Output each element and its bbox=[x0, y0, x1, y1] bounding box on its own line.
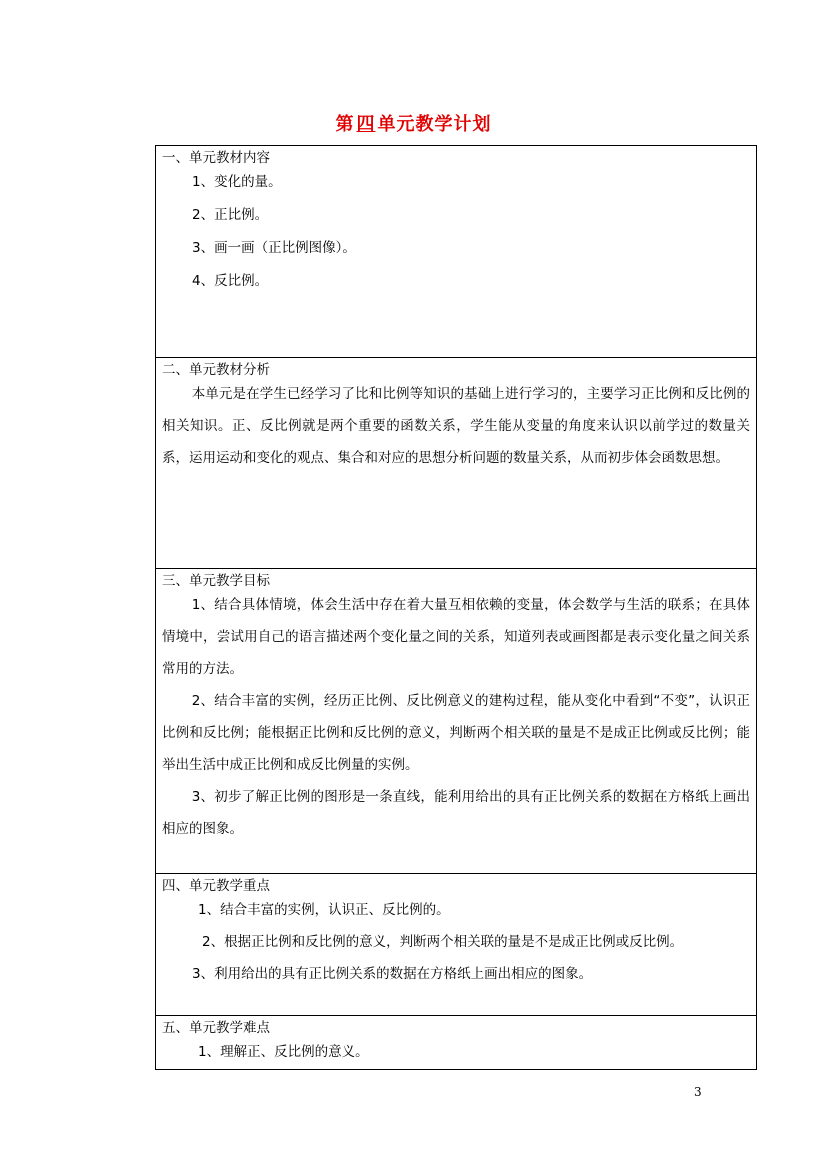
section-heading: 五、单元教学难点 bbox=[162, 1020, 270, 1036]
section-cell-analysis bbox=[156, 358, 757, 569]
section-row-1 bbox=[156, 146, 757, 358]
list-item: 2、根据正比例和反比例的意义，判断两个相关联的量是不是成正比例或反比例。 bbox=[202, 934, 684, 950]
paragraph: 本单元是在学生已经学习了比和比例等知识的基础上进行学习的，主要学习正比例和反比例的相关知识。正、反比例就是两个重要的函数关系，学生能从变量的角度来认识以前学过的数量关系，运用运动和变化的观点、集合和对应的思想分析问题的数量关系，从而初步体会函数思想。 bbox=[162, 386, 750, 466]
title-suffix: 单元教学计划 bbox=[377, 114, 492, 135]
list-item: 2、正比例。 bbox=[192, 207, 269, 223]
list-item: 1、变化的量。 bbox=[192, 174, 282, 190]
section-row-4 bbox=[156, 874, 757, 1016]
list-item: 4、反比例。 bbox=[192, 273, 269, 289]
paragraph: 3、初步了解正比例的图形是一条直线，能利用给出的具有正比例关系的数据在方格纸上画出相应的图象。 bbox=[162, 789, 750, 837]
section-row-3 bbox=[156, 569, 757, 874]
section-cell-content bbox=[156, 146, 757, 358]
title-prefix: 第 bbox=[335, 114, 355, 135]
list-item: 1、理解正、反比例的意义。 bbox=[198, 1044, 369, 1060]
page-number: 3 bbox=[694, 1085, 702, 1099]
section-cell-difficulties bbox=[156, 1016, 757, 1070]
list-item: 1、结合丰富的实例，认识正、反比例的。 bbox=[198, 902, 450, 918]
page-title bbox=[0, 110, 827, 136]
list-item: 3、利用给出的具有正比例关系的数据在方格纸上画出相应的图象。 bbox=[192, 966, 593, 982]
plan-table bbox=[155, 145, 757, 1070]
section-heading: 二、单元教材分析 bbox=[162, 362, 270, 378]
section-heading: 一、单元教材内容 bbox=[162, 150, 270, 166]
section-row-2 bbox=[156, 358, 757, 569]
title-unit-number: 四 bbox=[356, 114, 376, 135]
section-heading: 三、单元教学目标 bbox=[162, 573, 270, 589]
paragraph: 1、结合具体情境，体会生活中存在着大量互相依赖的变量，体会数学与生活的联系；在具体情境中，尝试用自己的语言描述两个变化量之间的关系，知道列表或画图都是表示变化量之间关系常用的方法。 bbox=[162, 597, 750, 677]
section-cell-objectives bbox=[156, 569, 757, 874]
paragraph: 2、结合丰富的实例，经历正比例、反比例意义的建构过程，能从变化中看到“不变”，认识正比例和反比例；能根据正比例和反比例的意义，判断两个相关联的量是不是成正比例或反比例；能举出生活中成正比例和成反比例量的实例。 bbox=[162, 693, 750, 773]
section-row-5 bbox=[156, 1016, 757, 1070]
list-item: 3、画一画（正比例图像）。 bbox=[192, 240, 356, 256]
section-heading: 四、单元教学重点 bbox=[162, 878, 270, 894]
section-cell-key-points bbox=[156, 874, 757, 1016]
